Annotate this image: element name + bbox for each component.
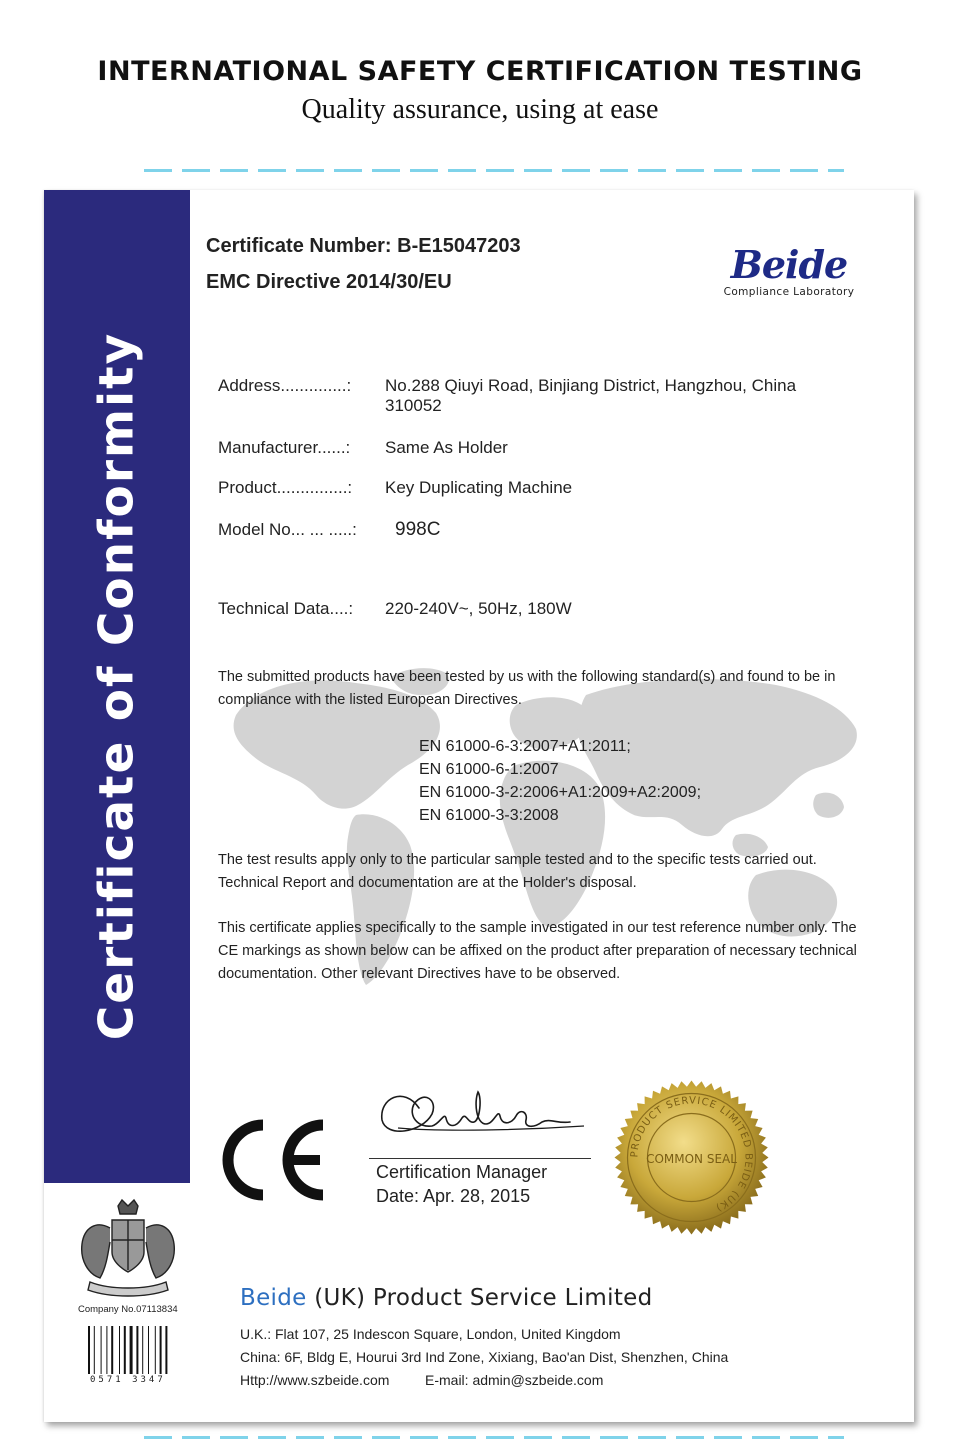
- barcode-bar: [155, 1326, 156, 1374]
- barcode-bar: [119, 1326, 120, 1374]
- barcode-bar: [101, 1326, 102, 1374]
- uk-address: U.K.: Flat 107, 25 Indescon Square, London, United Kingdom: [240, 1326, 621, 1342]
- standard-item: EN 61000-6-3:2007+A1:2011;: [419, 738, 631, 755]
- barcode-bar: [136, 1326, 138, 1374]
- company-brand: Beide: [240, 1285, 307, 1311]
- company-name: [240, 1285, 652, 1311]
- barcode-icon: [87, 1326, 182, 1374]
- barcode-bar: [142, 1326, 143, 1374]
- signature-line: [369, 1158, 591, 1159]
- test-results-statement: The test results apply only to the particular sample tested and to the specific tests carried out. Technical Report and documentation are at the Holder's disposal.: [218, 852, 817, 891]
- barcode-bar: [106, 1326, 107, 1374]
- company-number: Company No.07113834: [78, 1304, 178, 1315]
- page-subheadline: Quality assurance, using at ease: [301, 94, 659, 125]
- model-value: 998C: [395, 519, 441, 540]
- standard-item: EN 61000-6-1:2007: [419, 761, 559, 778]
- technical-data-label: Technical Data....:: [218, 599, 354, 618]
- china-address: China: 6F, Bldg E, Hourui 3rd Ind Zone, Xixiang, Bao'an Dist, Shenzhen, China: [240, 1349, 729, 1365]
- technical-data-value: 220-240V~, 50Hz, 180W: [385, 599, 572, 618]
- standard-item: EN 61000-3-2:2006+A1:2009+A2:2009;: [419, 784, 702, 801]
- dashed-divider-top: [144, 169, 844, 172]
- seal-ring-text: PRODUCT SERVICE LIMITED BEIDE (UK): [629, 1095, 754, 1214]
- signer-block: [376, 1160, 547, 1208]
- barcode-bar: [124, 1326, 126, 1374]
- address-value: No.288 Qiuyi Road, Binjiang District, Hangzhou, China 310052: [385, 376, 797, 415]
- ce-mark-icon: [219, 1117, 329, 1203]
- email-link[interactable]: E-mail: admin@szbeide.com: [425, 1372, 604, 1388]
- royal-crest-icon: [70, 1198, 186, 1300]
- page-headline: INTERNATIONAL SAFETY CERTIFICATION TESTING: [97, 56, 863, 87]
- beide-logo: [714, 242, 864, 298]
- product-value: Key Duplicating Machine: [385, 478, 573, 497]
- certificate-card: [44, 190, 914, 1422]
- barcode-number: 0571 3347: [90, 1375, 166, 1385]
- barcode-bar: [88, 1326, 90, 1374]
- signer-date: Date: Apr. 28, 2015: [376, 1186, 531, 1206]
- website-link[interactable]: Http://www.szbeide.com: [240, 1372, 390, 1388]
- emc-directive: EMC Directive 2014/30/EU: [206, 271, 452, 293]
- compliance-statement: The submitted products have been tested by us with the following standard(s) and found to be in compliance with the listed European Directives.: [218, 669, 836, 708]
- manufacturer-value: Same As Holder: [385, 438, 508, 457]
- manager-signature-icon: [374, 1078, 594, 1148]
- manufacturer-label: Manufacturer......:: [218, 438, 351, 457]
- standards-list: [419, 735, 701, 827]
- address-label: Address..............:: [218, 376, 352, 395]
- logo-tagline: Compliance Laboratory: [723, 286, 855, 298]
- company-name-rest: (UK) Product Service Limited: [306, 1285, 653, 1311]
- barcode-bar: [130, 1326, 133, 1374]
- logo-name: Beide: [730, 242, 848, 287]
- certificate-side-title: Certificate of Conformity: [89, 331, 145, 1041]
- barcode-bar: [94, 1326, 95, 1374]
- standard-item: EN 61000-3-3:2008: [419, 807, 559, 824]
- signer-title: Certification Manager: [376, 1162, 548, 1182]
- scope-statement: This certificate applies specifically to the sample investigated in our test reference number only. The CE markings as shown below can be affixed on the product after preparation of necessary technical documentation. Other relevant Directives have to be observed.: [218, 920, 857, 982]
- barcode-bar: [165, 1326, 167, 1374]
- certificate-number: Certificate Number: B-E15047203: [206, 235, 521, 257]
- barcode-bar: [160, 1326, 162, 1374]
- barcode-bar: [148, 1326, 149, 1374]
- product-label: Product...............:: [218, 478, 353, 497]
- certificate-side-bar: [44, 190, 190, 1183]
- dashed-divider-bottom: [144, 1436, 844, 1439]
- seal-center-text: COMMON SEAL: [646, 1152, 737, 1166]
- model-label: Model No... ... .....:: [218, 520, 357, 539]
- gold-seal-icon: [613, 1079, 770, 1236]
- barcode-bar: [111, 1326, 113, 1374]
